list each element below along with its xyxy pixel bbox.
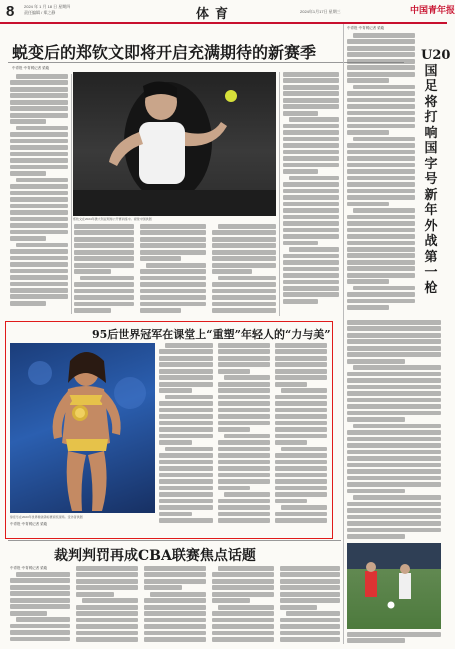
zheng-body-col4 [212, 224, 276, 316]
masthead-date: 2024年1月17日 星期三 [300, 9, 341, 14]
cba-body-col5 [280, 566, 340, 644]
zheng-body-col1 [10, 74, 68, 316]
u20-photo-caption-lines [347, 632, 441, 646]
u20-body-col1 [347, 33, 415, 318]
u20-vertical-title: U20国足将打响国字号新年外战第一枪 [421, 48, 451, 296]
fitness-body-col3 [275, 343, 327, 531]
cba-headline: 裁判判罚再成CBA联赛焦点话题 [54, 548, 256, 564]
masthead-info-line1: 2024 年 1 月 18 日 星期四 [24, 4, 71, 9]
page-number: 8 [6, 3, 15, 20]
u20-photo [347, 543, 441, 629]
fitness-byline: 中青报·中青网记者 梁璇 [10, 522, 48, 526]
zheng-body-col5 [283, 72, 339, 316]
masthead [0, 0, 455, 24]
u20-body-col2 [347, 320, 441, 542]
cba-byline: 中青报·中青网记者 梁璇 [10, 566, 48, 570]
headline-rule [8, 62, 404, 63]
cba-body-col3 [144, 566, 206, 644]
cba-body-col4 [212, 566, 274, 644]
zheng-body-col3 [140, 224, 206, 316]
cba-body-col1 [10, 572, 70, 644]
zheng-byline: 中青报·中青网记者 梁璇 [12, 66, 50, 70]
fitness-body-col1 [159, 343, 213, 531]
zheng-body-col2 [74, 224, 134, 316]
zheng-photo [73, 72, 276, 216]
fitness-body-col2 [218, 343, 270, 531]
zheng-headline: 蜕变后的郑钦文即将开启充满期待的新赛季 [12, 43, 317, 62]
fitness-headline: 95后世界冠军在课堂上“重塑”年轻人的“力与美” [92, 328, 331, 341]
u20-byline: 中青报·中青网记者 梁璇 [347, 26, 385, 30]
fitness-photo-caption: 徐佳乐在2023年世界健美锦标赛颁奖现场。受访者供图 [10, 515, 83, 519]
newspaper-logo: 中国青年报 [410, 6, 455, 16]
section-title: 体育 [196, 7, 235, 22]
cba-body-col2 [76, 566, 138, 644]
masthead-info-line2: 责任编辑 / 郑之静 [24, 10, 56, 15]
fitness-photo [10, 343, 155, 513]
zheng-photo-caption: 郑钦文在2024年澳大利亚网球公开赛训练中。视觉中国供图 [73, 217, 152, 221]
